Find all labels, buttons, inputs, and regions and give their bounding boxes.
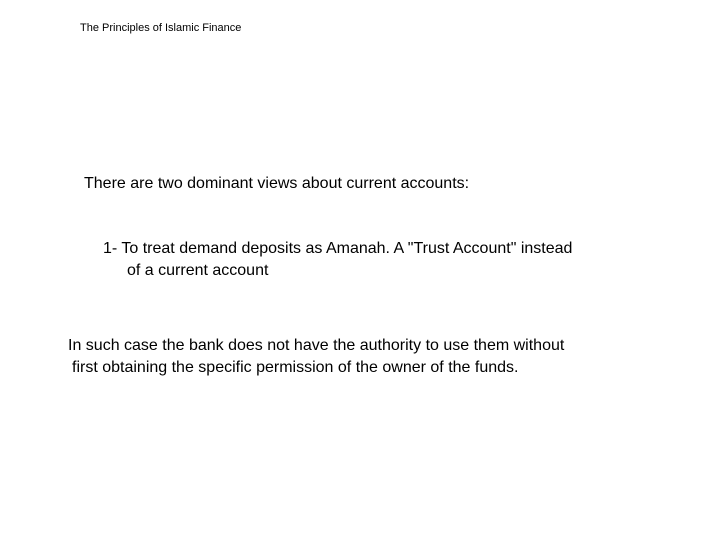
point-one xyxy=(103,238,572,282)
point-one-line-2: of a current account xyxy=(127,262,269,279)
detail-paragraph xyxy=(68,335,564,379)
point-one-line-1: 1- To treat demand deposits as Amanah. A "Trust Account" instead xyxy=(103,240,573,257)
intro-text: There are two dominant views about current accounts: xyxy=(84,175,470,192)
detail-line-2: first obtaining the specific permission of the owner of the funds. xyxy=(72,359,519,376)
slide-header: The Principles of Islamic Finance xyxy=(80,22,242,34)
detail-line-1: In such case the bank does not have the authority to use them without xyxy=(68,337,565,354)
